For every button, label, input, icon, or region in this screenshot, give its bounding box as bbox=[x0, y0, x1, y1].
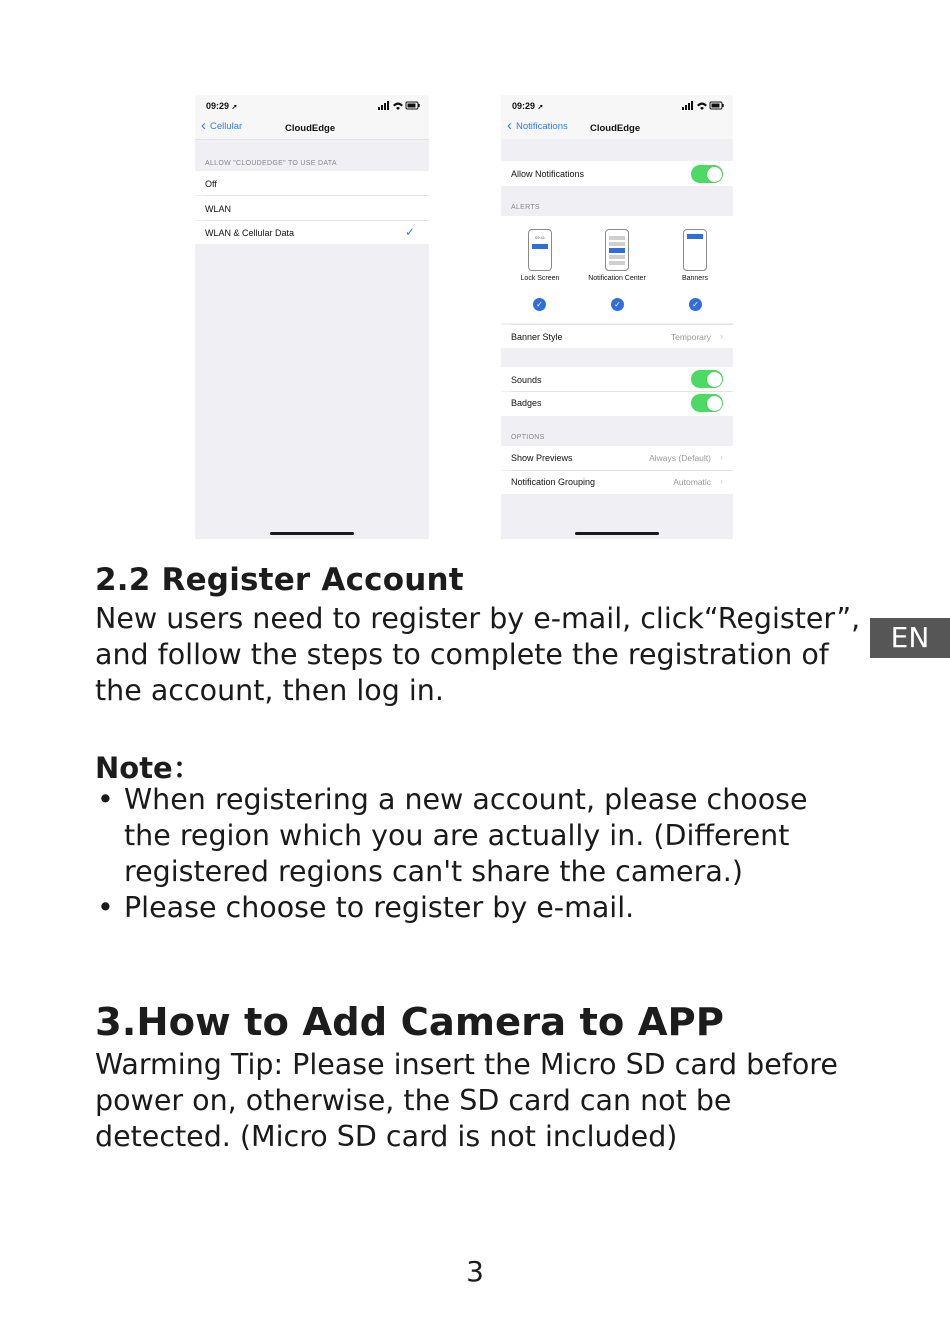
allow-notifications-row: Allow Notifications bbox=[501, 161, 733, 186]
status-bar bbox=[195, 95, 429, 117]
status-time: 09:29 ➚ bbox=[512, 101, 544, 111]
alerts-header: ALERTS bbox=[511, 204, 540, 211]
note-bullets bbox=[95, 782, 808, 926]
nav-title: CloudEdge bbox=[285, 123, 336, 134]
register-account-heading: 2.2 Register Account bbox=[95, 562, 464, 598]
show-previews-row[interactable]: Show Previews Always (Default) › bbox=[501, 446, 733, 470]
banner-style-row[interactable]: Banner Style Temporary › bbox=[501, 325, 733, 348]
back-button[interactable]: ‹ Cellular bbox=[201, 117, 243, 134]
note-label: Note： bbox=[95, 751, 202, 785]
chevron-left-icon: ‹ bbox=[507, 117, 512, 134]
lock-screen-check-icon[interactable]: ✓ bbox=[533, 298, 546, 311]
sounds-toggle[interactable] bbox=[691, 370, 723, 388]
status-icons bbox=[378, 101, 420, 110]
chevron-right-icon: › bbox=[720, 331, 723, 341]
notification-center-check-icon[interactable]: ✓ bbox=[611, 298, 624, 311]
nav-bar bbox=[501, 117, 733, 139]
banners-check-icon[interactable]: ✓ bbox=[689, 298, 702, 311]
home-indicator bbox=[575, 532, 659, 535]
option-wlan[interactable]: WLAN bbox=[195, 196, 429, 220]
list-item: • Please choose to register by e-mail. bbox=[97, 891, 635, 924]
chevron-right-icon: › bbox=[720, 452, 723, 462]
option-off[interactable]: Off bbox=[195, 171, 429, 195]
checkmark-icon: ✓ bbox=[404, 225, 415, 239]
options-header: OPTIONS bbox=[511, 434, 545, 441]
banners-phone-icon[interactable] bbox=[683, 229, 707, 271]
alert-label-lock-screen: Lock Screen bbox=[520, 275, 560, 282]
alert-label-notification-center: Notification Center bbox=[588, 275, 646, 282]
add-camera-heading: 3.How to Add Camera to APP bbox=[95, 1000, 724, 1045]
chevron-left-icon: ‹ bbox=[201, 117, 206, 134]
nav-title: CloudEdge bbox=[590, 123, 641, 134]
badges-toggle[interactable] bbox=[691, 394, 723, 412]
home-indicator bbox=[270, 532, 354, 535]
notification-center-phone-icon[interactable] bbox=[605, 229, 629, 271]
register-account-text: New users need to register by e-mail, click“Register”, and follow the steps to complete the registration of the account, then log in. bbox=[95, 602, 861, 707]
badges-row: Badges bbox=[501, 392, 733, 416]
sounds-row: Sounds bbox=[501, 367, 733, 391]
nav-bar bbox=[195, 117, 429, 140]
alerts-panel bbox=[501, 216, 733, 323]
warming-tip-text: Warming Tip: Please insert the Micro SD card before power on, otherwise, the SD card can not be detected. (Micro SD card is not included) bbox=[95, 1048, 838, 1153]
language-tab: EN bbox=[870, 618, 950, 658]
list-item: • When registering a new account, please choose the region which you are actually in. (Different registered regions can't share the camera.) bbox=[97, 783, 808, 888]
back-button[interactable]: ‹ Notifications bbox=[507, 117, 568, 134]
allow-notifications-toggle[interactable] bbox=[691, 165, 723, 183]
cellular-settings-screenshot bbox=[195, 95, 429, 539]
notification-settings-screenshot bbox=[501, 95, 733, 539]
status-icons bbox=[682, 101, 724, 110]
notification-grouping-row[interactable]: Notification Grouping Automatic › bbox=[501, 471, 733, 494]
chevron-right-icon: › bbox=[720, 476, 723, 486]
status-time: 09:29 ➚ bbox=[206, 101, 238, 111]
lock-screen-phone-icon[interactable]: 09:41 bbox=[528, 229, 552, 271]
section-header: ALLOW "CLOUDEDGE" TO USE DATA bbox=[205, 160, 337, 167]
page-number: 3 bbox=[466, 1255, 484, 1288]
status-bar bbox=[501, 95, 733, 117]
alert-label-banners: Banners bbox=[681, 275, 709, 282]
option-wlan-cellular[interactable]: WLAN & Cellular Data ✓ bbox=[195, 221, 429, 244]
